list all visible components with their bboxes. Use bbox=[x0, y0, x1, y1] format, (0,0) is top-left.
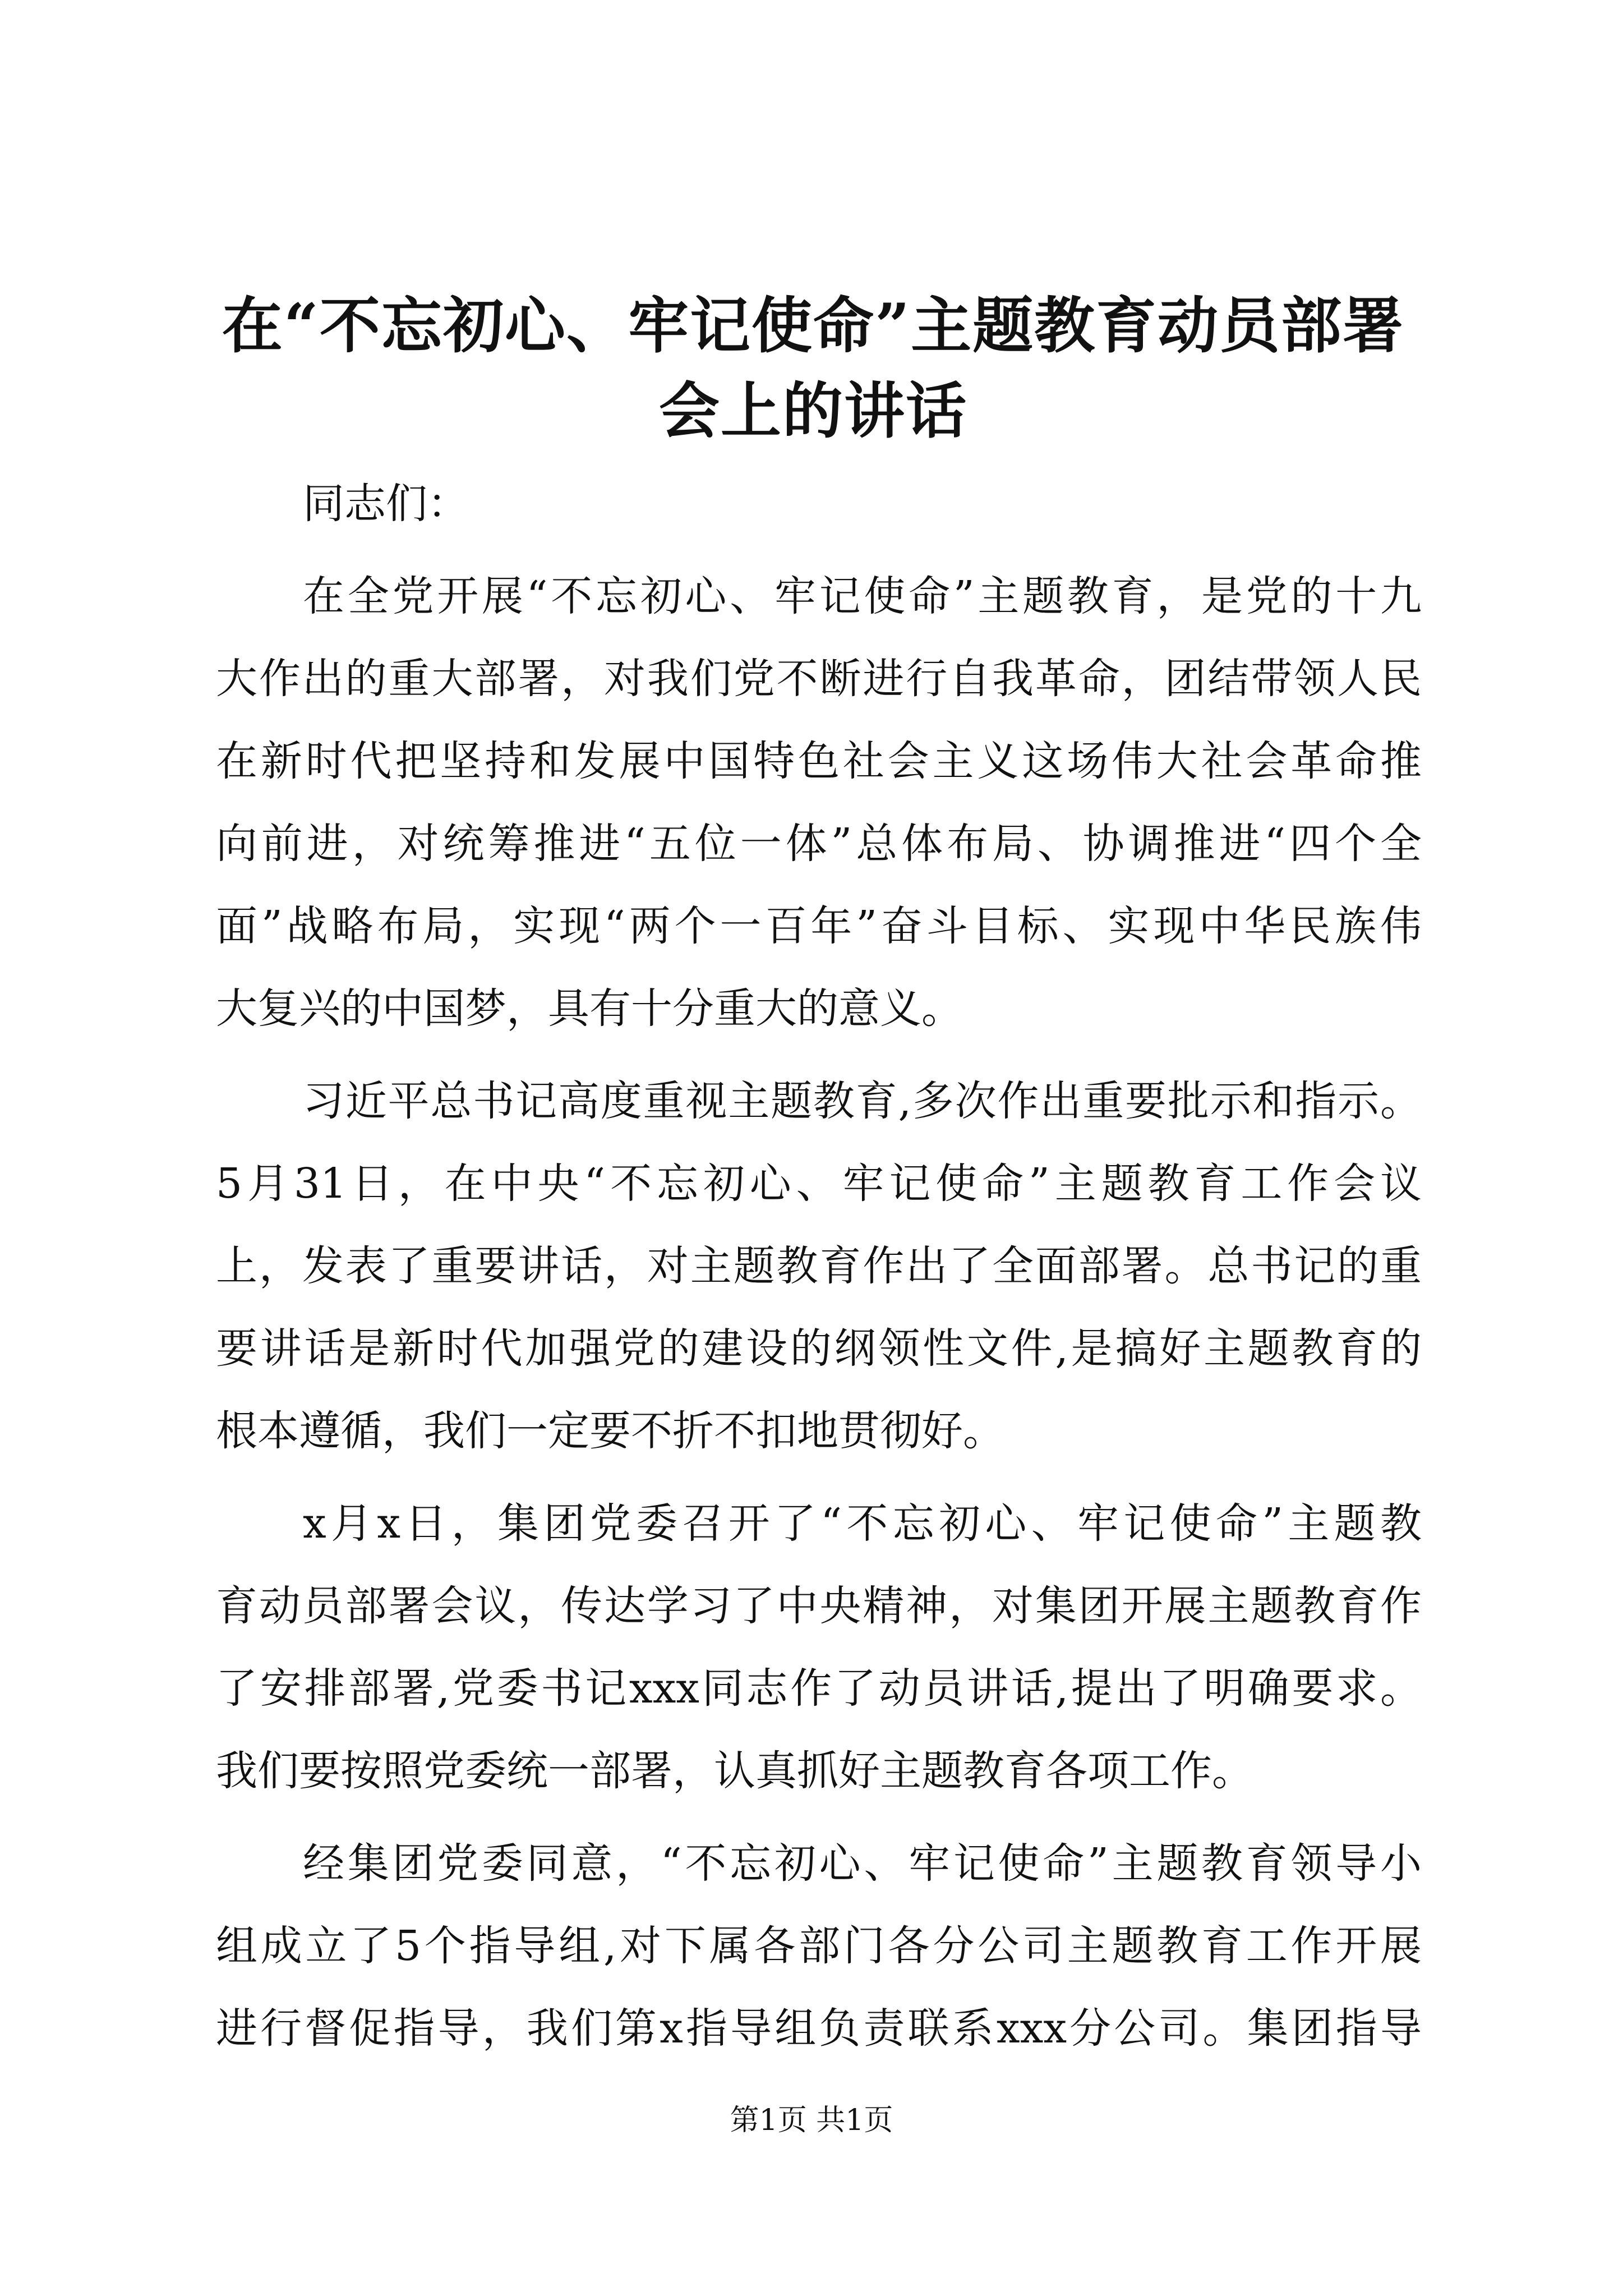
paragraph-line: 向前进，对统筹推进“五位一体”总体布局、协调推进“四个全 bbox=[216, 820, 1422, 868]
paragraph-line: 大复兴的中国梦，具有十分重大的意义。 bbox=[216, 984, 963, 1033]
paragraph-4 bbox=[216, 1823, 1422, 2070]
paragraph-line: 了安排部署,党委书记xxx同志作了动员讲话,提出了明确要求。 bbox=[216, 1664, 1422, 1713]
paragraph-line: 要讲话是新时代加强党的建设的纲领性文件,是搞好主题教育的 bbox=[216, 1324, 1422, 1373]
document-title bbox=[208, 283, 1419, 454]
paragraph-1 bbox=[216, 555, 1422, 1050]
paragraph-line: 上，发表了重要讲话，对主题教育作出了全面部署。总书记的重 bbox=[216, 1242, 1422, 1290]
page-footer: 第1页 共1页 bbox=[730, 2104, 893, 2137]
paragraph-line: 大作出的重大部署，对我们党不断进行自我革命，团结带领人民 bbox=[216, 655, 1422, 703]
paragraph-line: 5月31日，在中央“不忘初心、牢记使命”主题教育工作会议 bbox=[216, 1159, 1422, 1208]
paragraph-line: 在新时代把坚持和发展中国特色社会主义这场伟大社会革命推 bbox=[216, 737, 1422, 785]
paragraph-line: 习近平总书记高度重视主题教育,多次作出重要批示和指示。 bbox=[303, 1077, 1422, 1125]
paragraph-line: 我们要按照党委统一部署，认真抓好主题教育各项工作。 bbox=[216, 1747, 1253, 1795]
paragraph-line: x月x日，集团党委召开了“不忘初心、牢记使命”主题教 bbox=[303, 1499, 1422, 1548]
salutation: 同志们： bbox=[303, 480, 469, 528]
title-line: 在“不忘初心、牢记使命”主题教育动员部署 bbox=[222, 291, 1405, 361]
paragraph-3 bbox=[216, 1483, 1422, 1812]
paragraph-line: 经集团党委同意，“不忘初心、牢记使命”主题教育领导小 bbox=[303, 1839, 1422, 1888]
document-body bbox=[216, 463, 1422, 2070]
paragraph-line: 根本遵循，我们一定要不折不扣地贯彻好。 bbox=[216, 1407, 1004, 1455]
title-line: 会上的讲话 bbox=[658, 376, 967, 447]
paragraph-line: 育动员部署会议，传达学习了中央精神，对集团开展主题教育作 bbox=[216, 1582, 1422, 1630]
paragraph-line: 在全党开展“不忘初心、牢记使命”主题教育，是党的十九 bbox=[303, 572, 1422, 620]
paragraph-line: 面”战略布局，实现“两个一百年”奋斗目标、实现中华民族伟 bbox=[216, 902, 1422, 950]
paragraph-line: 进行督促指导，我们第x指导组负责联系xxx分公司。集团指导 bbox=[216, 2004, 1422, 2053]
paragraph-line: 组成立了5个指导组,对下属各部门各分公司主题教育工作开展 bbox=[216, 1922, 1422, 1970]
paragraph-2 bbox=[216, 1060, 1422, 1473]
